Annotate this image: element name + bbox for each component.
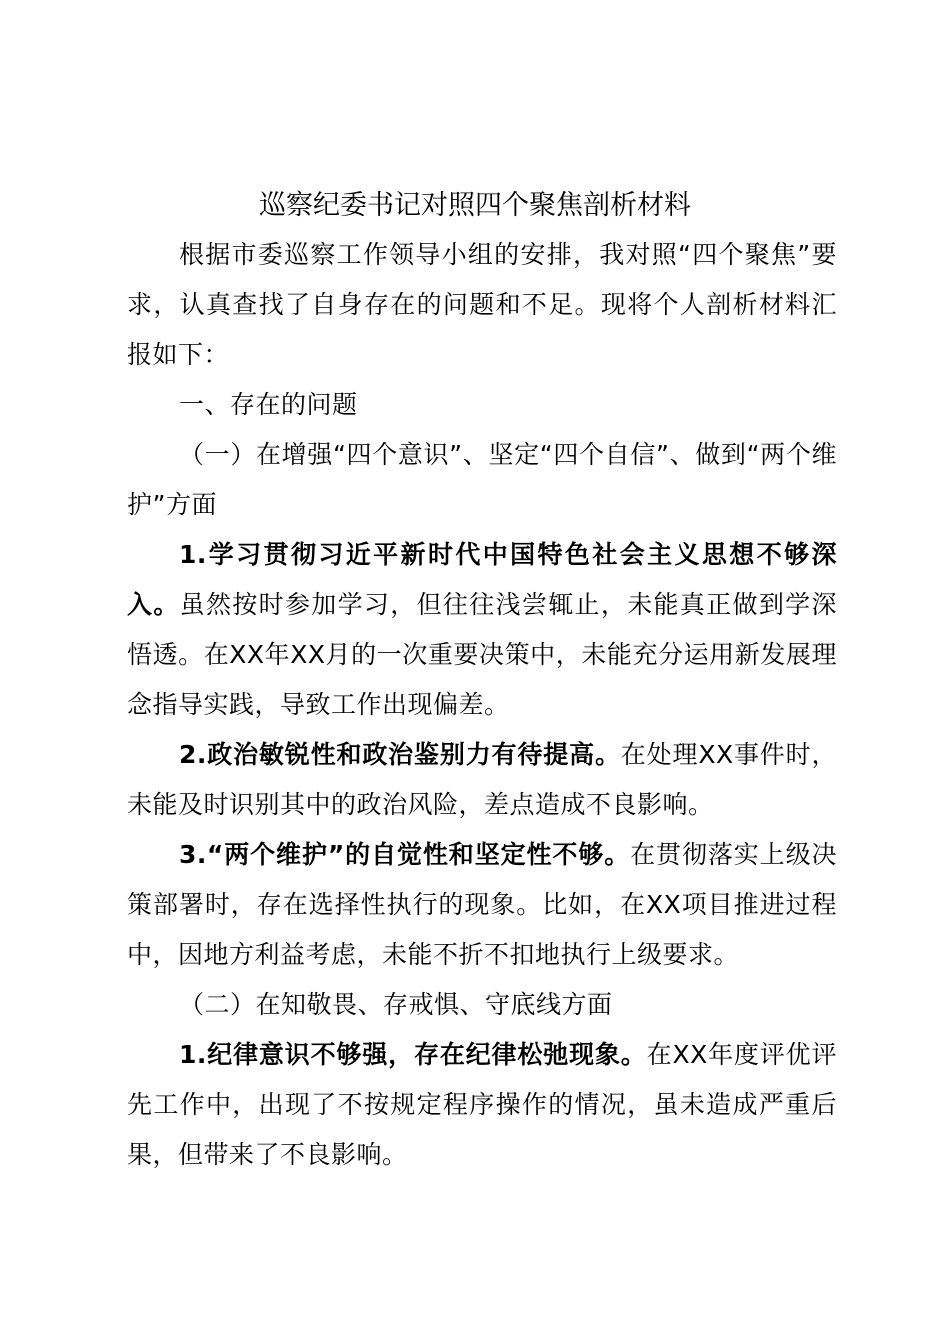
paragraph-bold-lead: 1.纪律意识不够强，存在纪律松弛现象。: [179, 1040, 647, 1069]
paragraph-text: （一）在增强“四个意识”、坚定“四个自信”、做到“两个维护”方面: [127, 440, 837, 519]
paragraph-text: 根据市委巡察工作领导小组的安排，我对照“四个聚焦”要求，认真查找了自身存在的问题和不足。现将个人剖析材料汇报如下：: [127, 240, 837, 369]
item-paragraph-1-3: [127, 830, 837, 980]
section-heading-problems: [127, 380, 837, 430]
intro-paragraph: [127, 230, 837, 380]
paragraph-text: 在处理XX事件时，未能及时识别其中的政治风险，差点造成不良影响。: [127, 740, 837, 819]
paragraph-bold-lead: 2.政治敏锐性和政治鉴别力有待提高。: [179, 740, 621, 769]
item-paragraph-2-1: [127, 1030, 837, 1180]
document-body: [127, 230, 837, 1180]
item-paragraph-1-2: [127, 730, 837, 830]
paragraph-text: 在贯彻落实上级决策部署时，存在选择性执行的现象。比如，在XX项目推进过程中，因地方利益考虑，未能不折不扣地执行上级要求。: [127, 840, 837, 969]
paragraph-text: 在XX年度评优评先工作中，出现了不按规定程序操作的情况，虽未造成严重后果，但带来了不良影响。: [127, 1040, 837, 1169]
item-paragraph-1-1: [127, 530, 837, 730]
subsection-heading-1: [127, 430, 837, 530]
subsection-heading-2: [127, 980, 837, 1030]
paragraph-text: （二）在知敬畏、存戒惧、守底线方面: [179, 990, 613, 1019]
document-title: 巡察纪委书记对照四个聚焦剖析材料: [259, 190, 691, 221]
paragraph-text: 虽然按时参加学习，但往往浅尝辄止，未能真正做到学深悟透。在XX年XX月的一次重要决策中，未能充分运用新发展理念指导实践，导致工作出现偏差。: [127, 590, 837, 719]
paragraph-bold-lead: 1.学习贯彻习近平新时代中国特色社会主义思想不够深入。: [127, 540, 837, 619]
paragraph-bold-lead: 3.“两个维护”的自觉性和坚定性不够。: [179, 840, 631, 869]
paragraph-text: 一、存在的问题: [179, 390, 358, 419]
